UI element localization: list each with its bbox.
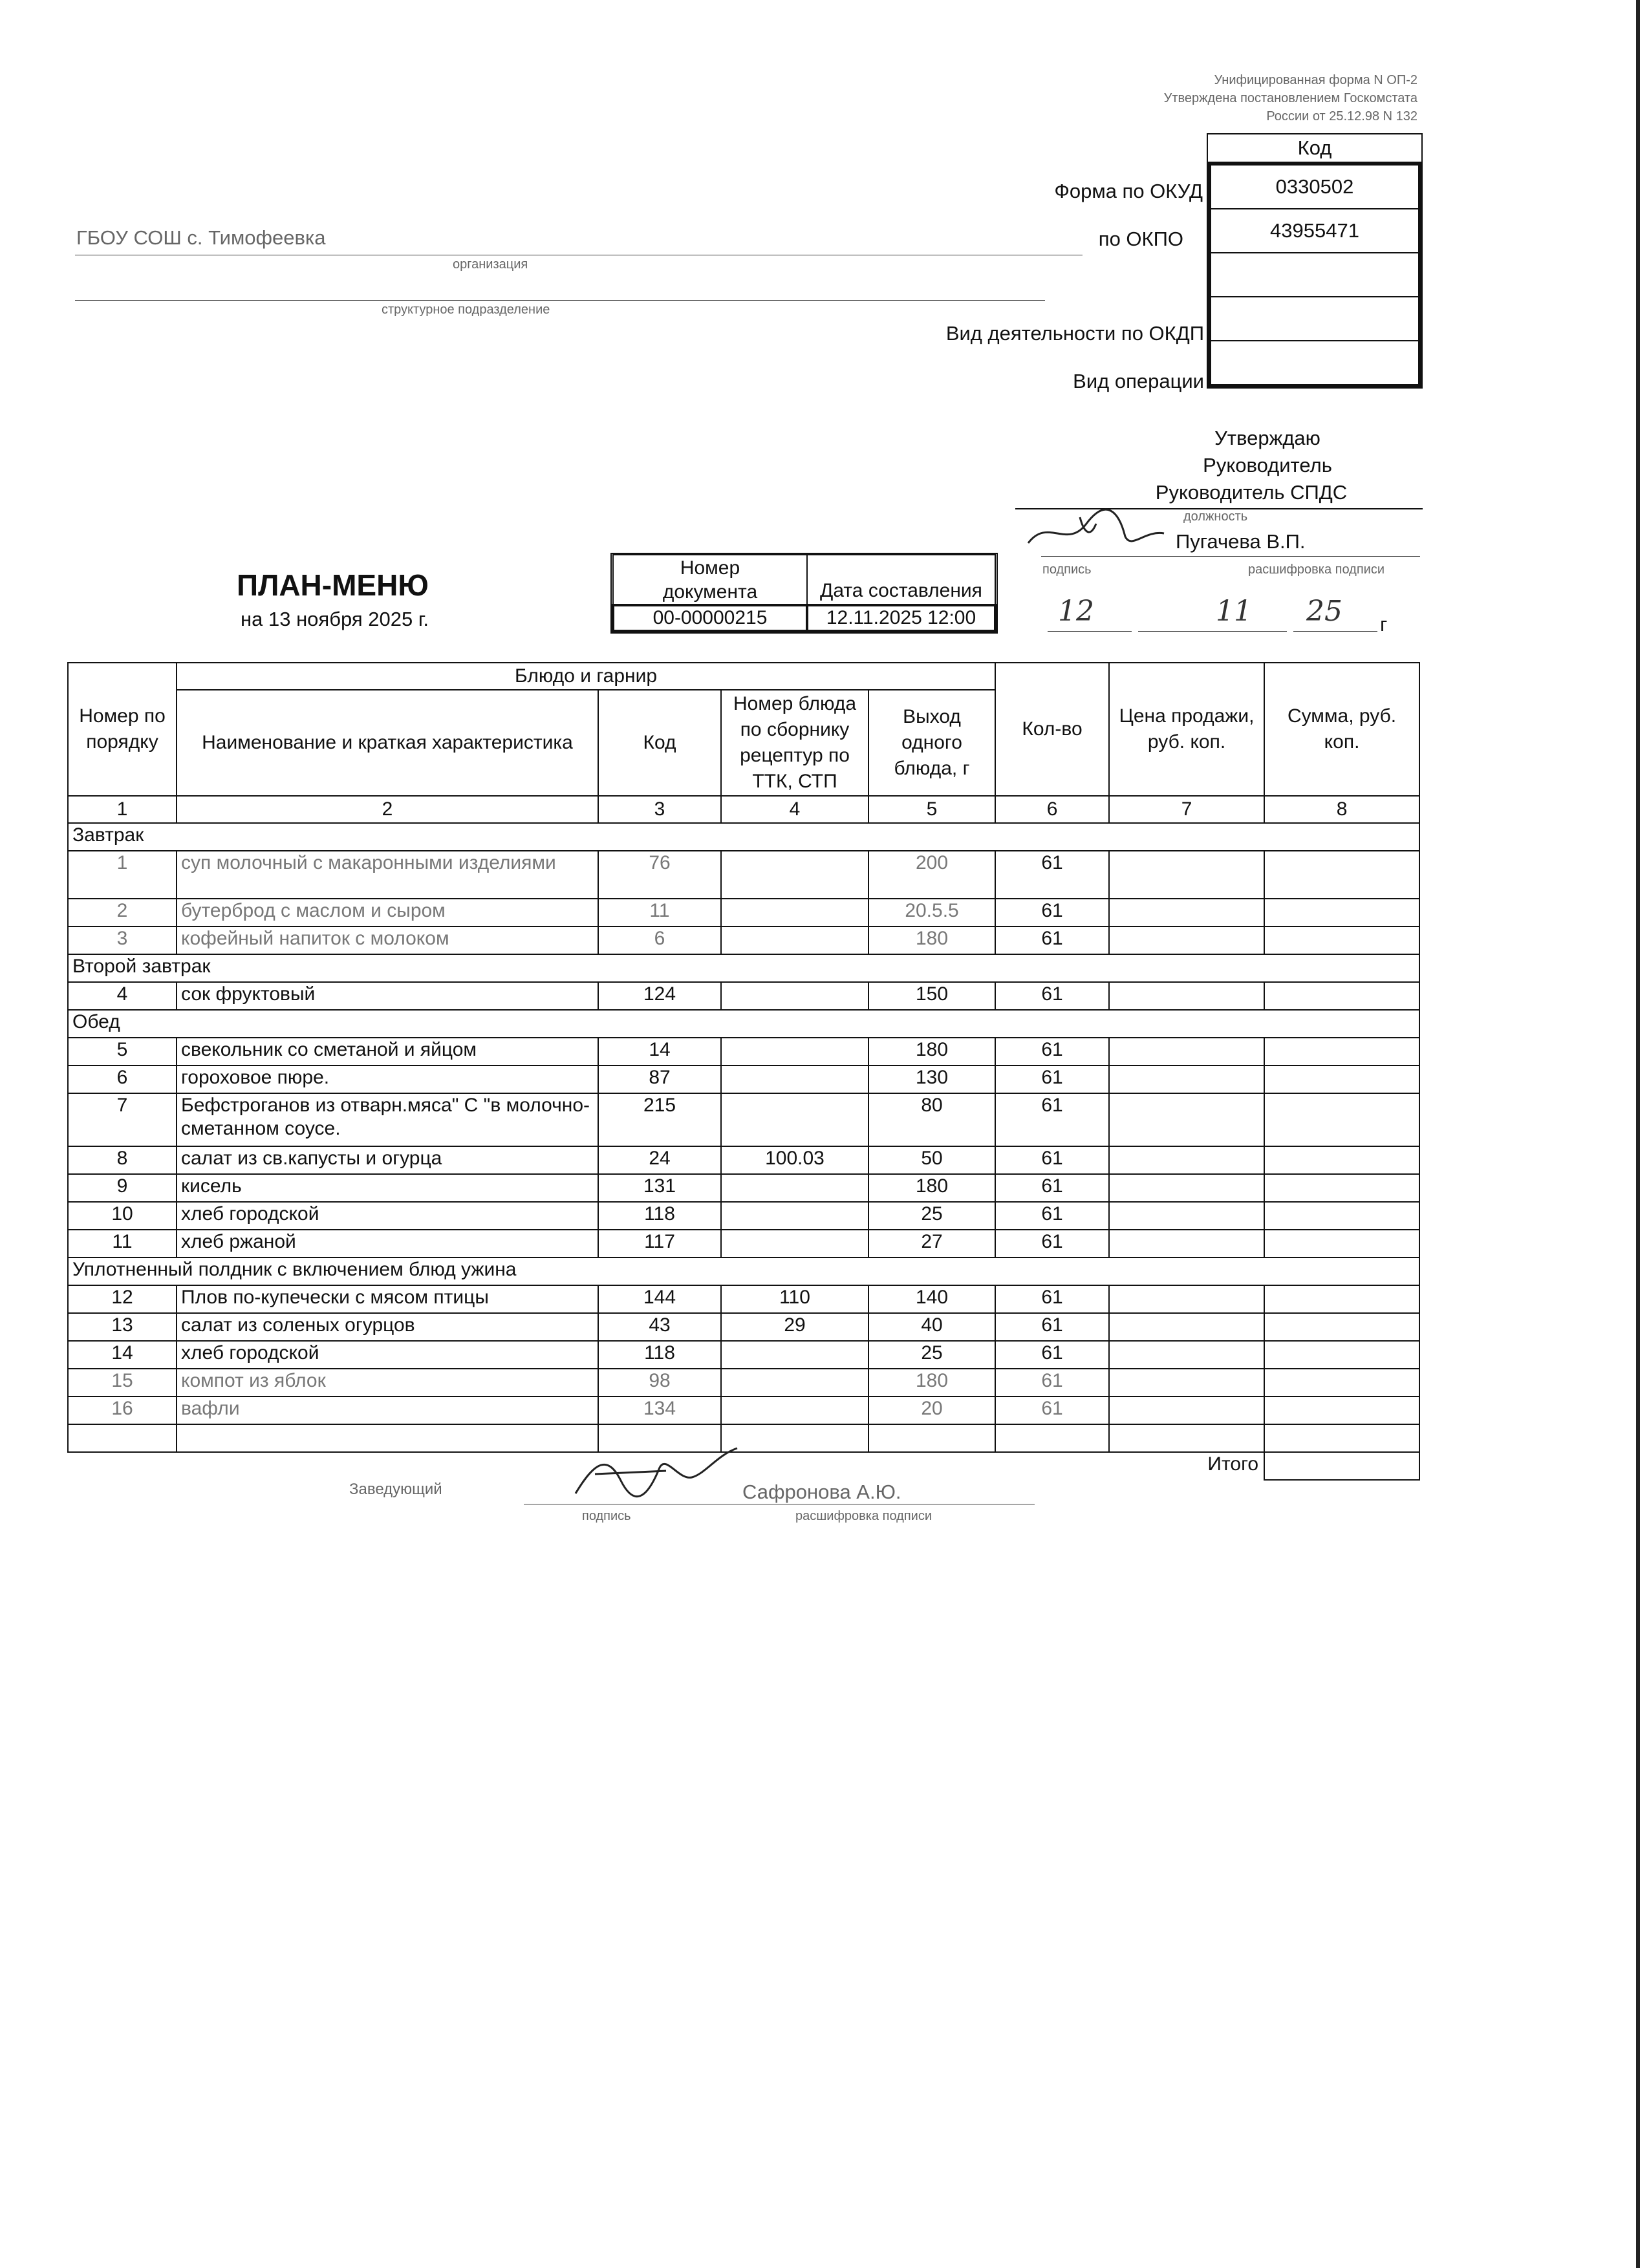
- row-name: хлеб городской: [177, 1202, 598, 1230]
- row-code: 118: [598, 1341, 721, 1369]
- row-num: 3: [68, 926, 177, 954]
- row-sum: [1264, 1230, 1419, 1257]
- row-yield: 25: [868, 1202, 995, 1230]
- page-title: ПЛАН-МЕНЮ: [237, 568, 429, 602]
- row-code: 14: [598, 1038, 721, 1065]
- col-number: 1: [68, 796, 177, 823]
- row-num: 15: [68, 1369, 177, 1396]
- row-num: 2: [68, 899, 177, 926]
- header-sum: Сумма, руб. коп.: [1264, 663, 1419, 796]
- row-price: [1109, 1038, 1264, 1065]
- row-code: 6: [598, 926, 721, 954]
- row-name: салат из св.капусты и огурца: [177, 1146, 598, 1174]
- row-recipe: [721, 926, 868, 954]
- row-recipe: [721, 1065, 868, 1093]
- row-num: 14: [68, 1341, 177, 1369]
- operation-label: Вид операции: [1073, 370, 1204, 392]
- row-code: 118: [598, 1202, 721, 1230]
- scan-edge: [1636, 0, 1640, 2268]
- page-subtitle: на 13 ноября 2025 г.: [241, 608, 429, 630]
- approve-year: 25: [1306, 595, 1342, 628]
- row-code: 43: [598, 1313, 721, 1341]
- row-sum: [1264, 1369, 1419, 1396]
- row-qty: 61: [995, 926, 1109, 954]
- codes-box: [1207, 133, 1423, 389]
- row-sum: [1264, 1038, 1419, 1065]
- okdp-label: Вид деятельности по ОКДП: [945, 322, 1204, 345]
- codes-head: Код: [1208, 134, 1421, 163]
- row-qty: 61: [995, 1146, 1109, 1174]
- header-group: Блюдо и гарнир: [177, 663, 995, 690]
- table-row: [68, 1230, 1419, 1257]
- row-name: суп молочный с макаронными изделиями: [177, 851, 598, 899]
- row-price: [1109, 1369, 1264, 1396]
- row-yield: 25: [868, 1341, 995, 1369]
- row-price: [1109, 1146, 1264, 1174]
- form-header-line2: Утверждена постановлением Госкомстата: [1163, 91, 1417, 105]
- row-qty: 61: [995, 1341, 1109, 1369]
- row-name: гороховое пюре.: [177, 1065, 598, 1093]
- col-number: 7: [1109, 796, 1264, 823]
- row-recipe: [721, 1202, 868, 1230]
- okud-label: Форма по ОКУД: [1054, 180, 1203, 202]
- row-recipe: [721, 1174, 868, 1202]
- row-sum: [1264, 982, 1419, 1010]
- footer-role: Заведующий: [349, 1481, 442, 1498]
- row-price: [1109, 899, 1264, 926]
- form-header-line1: Унифицированная форма N ОП-2: [1214, 73, 1417, 87]
- okpo-label: по ОКПО: [1098, 228, 1183, 250]
- approve-position: Руководитель СПДС: [1155, 481, 1348, 504]
- approve-head: Руководитель: [1203, 454, 1332, 476]
- row-recipe: [721, 1038, 868, 1065]
- col-number: 8: [1264, 796, 1419, 823]
- footer-name-caption: расшифровка подписи: [795, 1509, 932, 1523]
- row-name: [177, 1424, 598, 1452]
- approve-label: Утверждаю: [1214, 427, 1320, 449]
- row-code: 117: [598, 1230, 721, 1257]
- row-yield: 140: [868, 1285, 995, 1313]
- column-numbers-row: [68, 796, 1419, 823]
- row-sum: [1264, 1093, 1419, 1146]
- row-yield: 130: [868, 1065, 995, 1093]
- row-num: 1: [68, 851, 177, 899]
- row-name: хлеб городской: [177, 1341, 598, 1369]
- signature-caption: подпись: [1042, 562, 1092, 577]
- row-qty: 61: [995, 1369, 1109, 1396]
- table-row: [68, 1093, 1419, 1146]
- row-price: [1109, 926, 1264, 954]
- okud-value: 0330502: [1211, 166, 1418, 209]
- row-recipe: [721, 1230, 868, 1257]
- row-price: [1109, 1065, 1264, 1093]
- table-row: [68, 926, 1419, 954]
- row-num: 11: [68, 1230, 177, 1257]
- row-price: [1109, 1341, 1264, 1369]
- row-num: 5: [68, 1038, 177, 1065]
- row-sum: [1264, 1285, 1419, 1313]
- row-recipe: [721, 1093, 868, 1146]
- row-price: [1109, 1396, 1264, 1424]
- row-num: 9: [68, 1174, 177, 1202]
- section-title: Завтрак: [68, 823, 1419, 851]
- row-sum: [1264, 926, 1419, 954]
- table-row: [68, 1174, 1419, 1202]
- row-price: [1109, 1202, 1264, 1230]
- approve-month: 11: [1216, 595, 1252, 628]
- row-name: сок фруктовый: [177, 982, 598, 1010]
- header-price: Цена продажи, руб. коп.: [1109, 663, 1264, 796]
- row-sum: [1264, 1341, 1419, 1369]
- row-num: 16: [68, 1396, 177, 1424]
- section-title: Обед: [68, 1010, 1419, 1038]
- row-name: компот из яблок: [177, 1369, 598, 1396]
- doc-date: 12.11.2025 12:00: [807, 605, 995, 631]
- col-number: 2: [177, 796, 598, 823]
- operation-value: [1211, 341, 1418, 384]
- row-recipe: 29: [721, 1313, 868, 1341]
- row-code: 131: [598, 1174, 721, 1202]
- row-yield: 180: [868, 1174, 995, 1202]
- approver-signature: [1022, 504, 1170, 556]
- row-qty: [995, 1424, 1109, 1452]
- row-name: свекольник со сметаной и яйцом: [177, 1038, 598, 1065]
- row-sum: [1264, 1065, 1419, 1093]
- table-row: [68, 1202, 1419, 1230]
- position-caption: должность: [1183, 509, 1248, 524]
- section-title: Уплотненный полдник с включением блюд ужина: [68, 1257, 1419, 1285]
- form-header-line3: России от 25.12.98 N 132: [1266, 109, 1417, 123]
- name-caption: расшифровка подписи: [1248, 562, 1385, 577]
- row-yield: 20.5.5: [868, 899, 995, 926]
- header-num: Номер по порядку: [68, 663, 177, 796]
- row-yield: 180: [868, 1369, 995, 1396]
- row-price: [1109, 1313, 1264, 1341]
- header-qty: Кол-во: [995, 663, 1109, 796]
- row-qty: 61: [995, 1230, 1109, 1257]
- footer-signature: [569, 1442, 750, 1506]
- row-name: Бефстроганов из отварн.мяса" С "в молочно-сметанном соусе.: [177, 1093, 598, 1146]
- row-code: 87: [598, 1065, 721, 1093]
- table-row: [68, 1313, 1419, 1341]
- approver-name: Пугачева В.П.: [1176, 530, 1306, 553]
- col-number: 6: [995, 796, 1109, 823]
- row-yield: 180: [868, 926, 995, 954]
- document-box: [610, 553, 998, 634]
- row-yield: 40: [868, 1313, 995, 1341]
- row-sum: [1264, 1202, 1419, 1230]
- row-sum: [1264, 1424, 1419, 1452]
- doc-num-label-1: Номер: [613, 555, 807, 581]
- row-name: вафли: [177, 1396, 598, 1424]
- row-recipe: [721, 851, 868, 899]
- row-qty: 61: [995, 1065, 1109, 1093]
- organization-name: ГБОУ СОШ с. Тимофеевка: [76, 226, 326, 249]
- row-num: 4: [68, 982, 177, 1010]
- row-qty: 61: [995, 1396, 1109, 1424]
- row-yield: 180: [868, 1038, 995, 1065]
- row-yield: [868, 1424, 995, 1452]
- row-qty: 61: [995, 1313, 1109, 1341]
- row-code: 215: [598, 1093, 721, 1146]
- row-sum: [1264, 1313, 1419, 1341]
- doc-number: 00-00000215: [613, 605, 807, 631]
- row-qty: 61: [995, 982, 1109, 1010]
- row-price: [1109, 1093, 1264, 1146]
- row-name: кисель: [177, 1174, 598, 1202]
- doc-num-label-2: документа: [613, 581, 807, 605]
- row-sum: [1264, 1174, 1419, 1202]
- row-num: 10: [68, 1202, 177, 1230]
- header-name: Наименование и краткая характеристика: [177, 690, 598, 796]
- col-number: 5: [868, 796, 995, 823]
- row-code: 76: [598, 851, 721, 899]
- row-yield: 80: [868, 1093, 995, 1146]
- table-row: [68, 1396, 1419, 1424]
- row-price: [1109, 851, 1264, 899]
- row-yield: 50: [868, 1146, 995, 1174]
- row-recipe: [721, 1396, 868, 1424]
- row-sum: [1264, 851, 1419, 899]
- section-title: Второй завтрак: [68, 954, 1419, 982]
- row-sum: [1264, 899, 1419, 926]
- row-recipe: 110: [721, 1285, 868, 1313]
- row-price: [1109, 1285, 1264, 1313]
- row-code: 24: [598, 1146, 721, 1174]
- doc-date-label: Дата составления: [807, 555, 995, 605]
- total-label: Итого: [1207, 1453, 1259, 1475]
- col-number: 4: [721, 796, 868, 823]
- table-row: [68, 982, 1419, 1010]
- row-qty: 61: [995, 1202, 1109, 1230]
- row-price: [1109, 982, 1264, 1010]
- table-row: [68, 851, 1419, 899]
- row-price: [1109, 1230, 1264, 1257]
- row-yield: 200: [868, 851, 995, 899]
- row-num: 13: [68, 1313, 177, 1341]
- row-num: 8: [68, 1146, 177, 1174]
- row-recipe: [721, 1341, 868, 1369]
- row-yield: 150: [868, 982, 995, 1010]
- total-value: [1264, 1452, 1419, 1480]
- footer-name: Сафронова А.Ю.: [742, 1481, 901, 1503]
- table-row: [68, 1065, 1419, 1093]
- row-qty: 61: [995, 1285, 1109, 1313]
- footer-signature-caption: подпись: [582, 1509, 631, 1523]
- table-row: [68, 899, 1419, 926]
- table-row: [68, 1146, 1419, 1174]
- row-recipe: [721, 1369, 868, 1396]
- row-name: Плов по-купечески с мясом птицы: [177, 1285, 598, 1313]
- row-num: 12: [68, 1285, 177, 1313]
- row-code: 11: [598, 899, 721, 926]
- row-name: бутерброд с маслом и сыром: [177, 899, 598, 926]
- header-recipe: Номер блюда по сборнику рецептур по ТТК, СТП: [721, 690, 868, 796]
- row-recipe: [721, 982, 868, 1010]
- row-yield: 27: [868, 1230, 995, 1257]
- year-suffix: г: [1380, 613, 1388, 636]
- header-code: Код: [598, 690, 721, 796]
- row-yield: 20: [868, 1396, 995, 1424]
- row-name: салат из соленых огурцов: [177, 1313, 598, 1341]
- row-price: [1109, 1424, 1264, 1452]
- row-code: 134: [598, 1396, 721, 1424]
- row-code: 98: [598, 1369, 721, 1396]
- row-sum: [1264, 1146, 1419, 1174]
- table-row: [68, 1341, 1419, 1369]
- col-number: 3: [598, 796, 721, 823]
- row-code: 124: [598, 982, 721, 1010]
- row-sum: [1264, 1396, 1419, 1424]
- row-price: [1109, 1174, 1264, 1202]
- row-num: [68, 1424, 177, 1452]
- approve-day: 12: [1058, 595, 1094, 628]
- menu-table: [67, 662, 1420, 1481]
- division-caption: структурное подразделение: [382, 303, 550, 317]
- empty-code-1: [1211, 253, 1418, 297]
- row-name: кофейный напиток с молоком: [177, 926, 598, 954]
- row-qty: 61: [995, 851, 1109, 899]
- row-qty: 61: [995, 899, 1109, 926]
- okpo-value: 43955471: [1211, 209, 1418, 253]
- row-name: хлеб ржаной: [177, 1230, 598, 1257]
- table-row: [68, 1285, 1419, 1313]
- row-qty: 61: [995, 1038, 1109, 1065]
- okdp-value: [1211, 297, 1418, 341]
- table-row: [68, 1369, 1419, 1396]
- row-qty: 61: [995, 1093, 1109, 1146]
- row-num: 6: [68, 1065, 177, 1093]
- row-code: 144: [598, 1285, 721, 1313]
- row-recipe: [721, 899, 868, 926]
- header-yield: Выход одного блюда, г: [868, 690, 995, 796]
- row-num: 7: [68, 1093, 177, 1146]
- row-qty: 61: [995, 1174, 1109, 1202]
- row-recipe: 100.03: [721, 1146, 868, 1174]
- table-row: [68, 1038, 1419, 1065]
- organization-caption: организация: [453, 257, 528, 272]
